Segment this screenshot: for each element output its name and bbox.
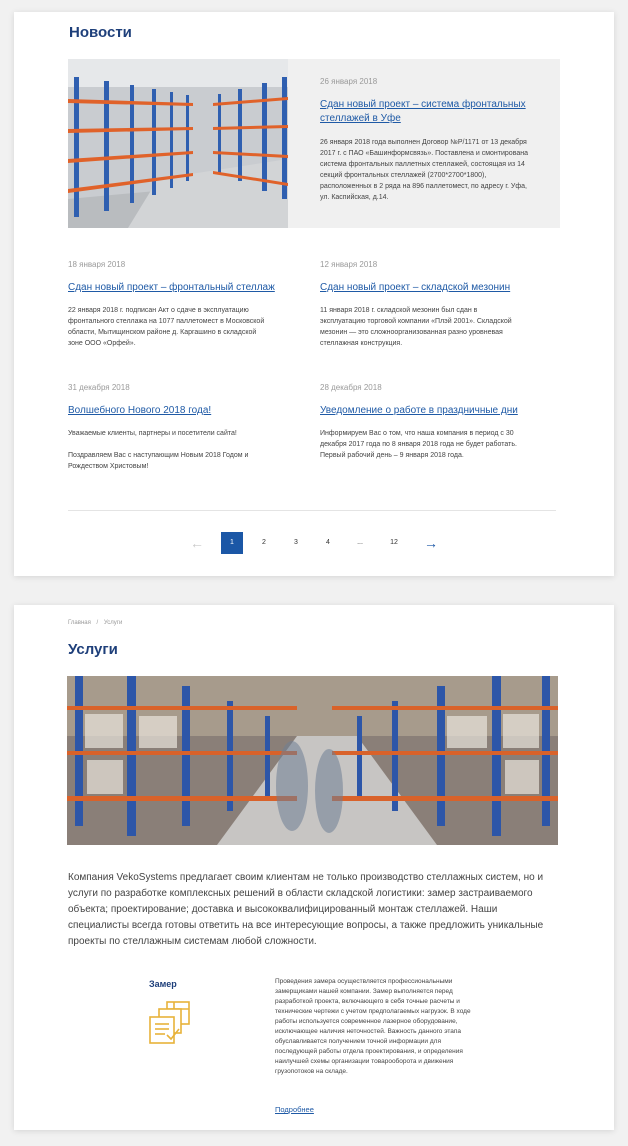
breadcrumb-home-link[interactable]: Главная: [68, 620, 91, 626]
service-more-link[interactable]: Подробнее: [275, 1105, 314, 1114]
news-link[interactable]: Сдан новый проект – фронтальный стеллаж: [68, 282, 275, 293]
page-button-2[interactable]: 2: [262, 539, 266, 546]
divider: [68, 510, 556, 511]
documents-measure-icon: [147, 999, 193, 1050]
services-hero-image: [67, 676, 558, 845]
prev-page-arrow-icon[interactable]: ←: [190, 535, 204, 551]
featured-news-link[interactable]: Сдан новый проект – система фронтальных стеллажей в Уфе: [320, 99, 526, 124]
breadcrumb-current: Услуги: [103, 620, 123, 626]
news-excerpt: Информируем Вас о том, что наша компания в период с 30 декабря 2017 года по 8 января 2018 года не будет работать. Первый рабочий день – 9 января 2018 года.: [320, 430, 517, 459]
news-date: 18 января 2018: [68, 260, 126, 269]
service-description: Проведения замера осуществляется профессиональными замерщиками нашей компании. Замер выполняется перед разработкой проекта, включающего в себя точные расчеты и технические чертежи с учетом предполагаемых нагрузок. В ходе работы используется современное лазерное оборудование, исключающее наличия неточностей. Важность данного этапа обуславливается получением точной информации для последующей работы отдела проектирования, и определения наилучшей схемы организации товарооборота и движения грузопотоков на складе.: [275, 978, 471, 1075]
breadcrumb-separator: /: [96, 620, 99, 626]
news-date: 26 января 2018: [320, 77, 378, 86]
page-button-12[interactable]: 12: [390, 539, 398, 546]
news-link[interactable]: Уведомление о работе в праздничные дни: [320, 405, 518, 416]
page-button-3[interactable]: 3: [294, 539, 298, 546]
news-title: Новости: [69, 24, 132, 41]
news-date: 28 декабря 2018: [320, 383, 382, 392]
featured-news-photo[interactable]: [68, 59, 288, 228]
services-intro: Компания VekoSystems предлагает своим клиентам не только производство стеллажных систем, но и услуги по разработке комплексных решений в области складской логистики: замер застраиваемого объекта; проектирование; доставка и высококвалифицированный монтаж стеллажей. Наши специалисты всегда готовы ответить на все интересующие вопросы, а также предложить уникальные проекты по стеллажным системам любой сложности.: [68, 872, 544, 947]
next-page-arrow-icon[interactable]: →: [424, 535, 438, 551]
breadcrumb: [68, 620, 126, 626]
page-button-1[interactable]: 1: [221, 532, 243, 554]
services-title: Услуги: [68, 641, 118, 658]
news-excerpt: 26 января 2018 года выполнен Договор №Р/1171 от 13 декабря 2017 г. с ПАО «Башинформсвязь». Поставлена и смонтирована система фронтальных паллетных стеллажей, состоящая из 14 секций фронтальных стеллажей (2700*2700*1800), расположенных в 2 ряда на 896 паллетомест, по адресу г. Уфа, ул. Каспийская, д.14.: [320, 139, 528, 201]
service-title: Замер: [149, 979, 177, 989]
news-excerpt: Уважаемые клиенты, партнеры и посетители сайта! Поздравляем Вас с наступающим Новым 2018 Годом и Рождеством Христовым!: [68, 430, 249, 470]
featured-news: [68, 59, 560, 228]
news-link[interactable]: Волшебного Нового 2018 года!: [68, 405, 212, 416]
news-excerpt: 22 января 2018 г. подписан Акт о сдаче в эксплуатацию фронтального стеллажа на 1077 паллетомест в Московской области, Мытищинском районе д. Каргашино в складской зоне ООО «Орфей».: [68, 307, 265, 347]
featured-news-text: [320, 77, 535, 203]
news-date: 31 декабря 2018: [68, 383, 130, 392]
page-ellipsis: ...: [357, 539, 363, 546]
news-section: [14, 12, 614, 576]
page-button-4[interactable]: 4: [326, 539, 330, 546]
news-link[interactable]: Сдан новый проект – складской мезонин: [320, 282, 511, 293]
services-section: [14, 605, 614, 1130]
news-date: 12 января 2018: [320, 260, 378, 269]
news-excerpt: 11 января 2018 г. складской мезонин был сдан в эксплуатацию торговой компании «Плэй 2001». Складской мезонин — это сложноорганизованная разно уровневая стеллажная конструкция.: [320, 307, 512, 347]
